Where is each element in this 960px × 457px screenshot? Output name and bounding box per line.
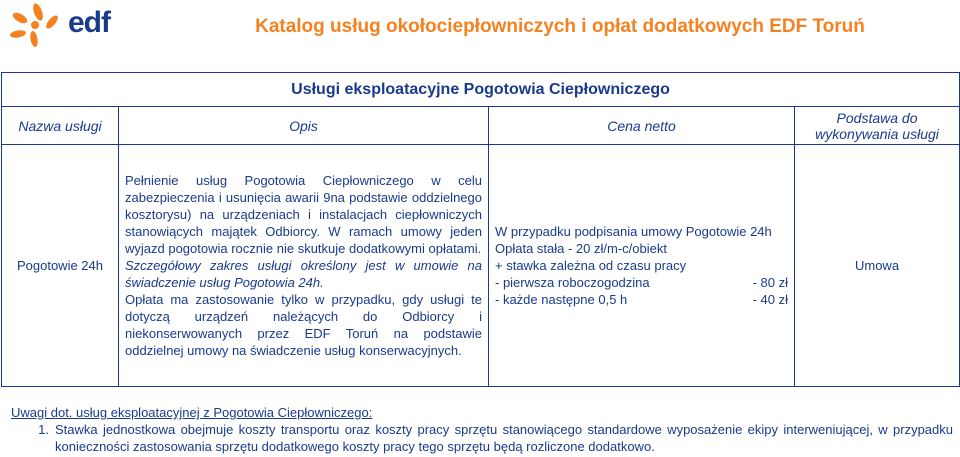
- price-line-3: + stawka zależna od czasu pracy: [495, 258, 687, 273]
- price-item-2-value: - 40 zł: [752, 292, 788, 307]
- notes-section: [11, 404, 953, 455]
- cell-price: [489, 145, 795, 387]
- description-paragraph-3: Opłata ma zastosowanie tylko w przypadku, gdy usługi te dotyczą urządzeń należących do Odbiorcy i niekonserwowanych przez EDF Toruń na podstawie oddzielnej umowy na świadczenie usług konserwacyjnych.: [125, 292, 482, 358]
- table-header-row: [2, 107, 960, 145]
- description-paragraph-1: Pełnienie usług Pogotowia Ciepłowniczego w celu zabezpieczenia i usunięcia awarii 9na podstawie oddzielnego kosztorysu) na urządzeniach i instalacjach ciepłowniczych stanowiących majątek Odbiorcy. W ramach umowy jeden wyjazd pogotowia rocznie nie skutkuje dodatkowymi opłatami.: [125, 173, 482, 256]
- table-row: [2, 145, 960, 387]
- logo-wordmark: edf: [68, 6, 110, 39]
- header-description: Opis: [119, 107, 489, 145]
- price-line-2: Opłata stała - 20 zł/m-c/obiekt: [495, 241, 667, 256]
- price-item-1-value: - 80 zł: [752, 275, 788, 290]
- price-item-1: [495, 274, 788, 291]
- description-paragraph-2: Szczegółowy zakres usługi określony jest w umowie na świadczenie usług Pogotowia 24h.: [125, 258, 482, 290]
- header-basis: Podstawa do wykonywania usługi: [795, 107, 960, 145]
- price-item-1-label: - pierwsza roboczogodzina: [495, 275, 650, 290]
- price-line-1: W przypadku podpisania umowy Pogotowie 24h: [495, 224, 772, 239]
- services-table: [1, 72, 960, 387]
- note-text: Stawka jednostkowa obejmuje koszty transportu oraz koszty pracy sprzętu stanowiącego standardowe wyposażenie ekipy interweniującej, w przypadku konieczności zastosowania sprzętu dodatkowego koszty pracy tego sprzętu będą rozliczone dodatkowo.: [55, 422, 953, 454]
- header-price: Cena netto: [489, 107, 795, 145]
- note-number: 1.: [38, 422, 49, 437]
- page-title: Katalog usług okołociepłowniczych i opłat dodatkowych EDF Toruń: [255, 16, 865, 37]
- price-item-2: [495, 291, 788, 308]
- note-item: [11, 421, 953, 455]
- section-title: Usługi eksploatacyjne Pogotowia Ciepłowniczego: [2, 73, 960, 107]
- header-name: Nazwa usługi: [2, 107, 119, 145]
- price-item-2-label: - każde następne 0,5 h: [495, 292, 628, 307]
- cell-description: [119, 145, 489, 387]
- cell-service-name: Pogotowie 24h: [2, 145, 119, 387]
- cell-basis: Umowa: [795, 145, 960, 387]
- notes-title: Uwagi dot. usług eksploatacyjnej z Pogotowia Ciepłowniczego:: [11, 405, 373, 420]
